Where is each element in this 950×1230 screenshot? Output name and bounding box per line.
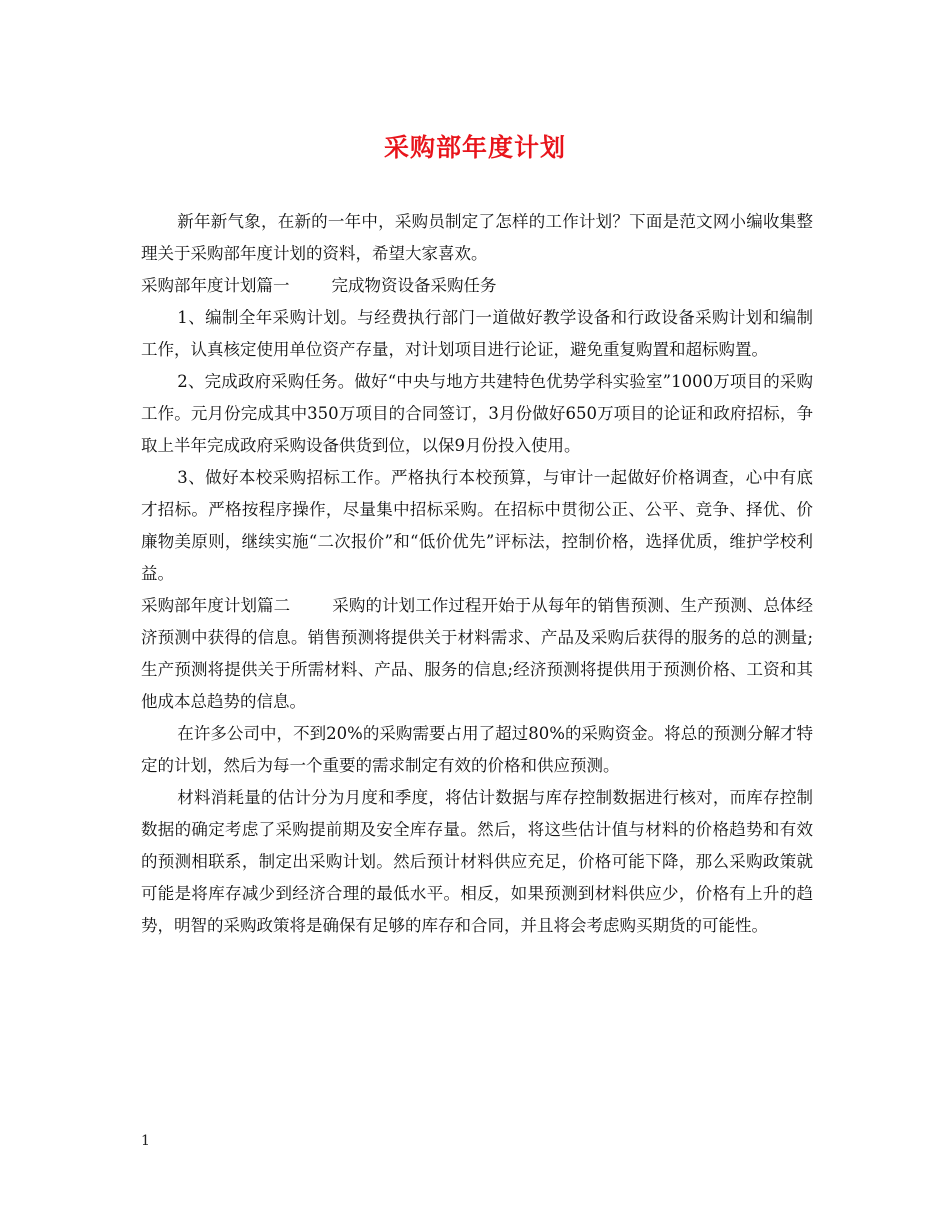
section-two-paragraph	[141, 590, 813, 718]
page-title: 采购部年度计划	[383, 133, 566, 162]
section-one-heading	[141, 270, 813, 302]
intro-paragraph: 新年新气象，在新的一年中，采购员制定了怎样的工作计划？下面是范文网小编收集整理关于采购部年度计划的资料，希望大家喜欢。	[141, 212, 813, 263]
procurement-ratio-paragraph: 在许多公司中，不到20%的采购需要占用了超过80%的采购资金。将总的预测分解才特定的计划，然后为每一个重要的需求制定有效的价格和供应预测。	[141, 724, 813, 775]
section-two-label: 采购部年度计划篇二	[141, 596, 291, 615]
item-two-paragraph: 2、完成政府采购任务。做好“中央与地方共建特色优势学科实验室”1000万项目的采购工作。元月份完成其中350万项目的合同签订，3月份做好650万项目的论证和政府招标，争取上半年完成政府采购设备供货到位，以保9月份投入使用。	[141, 372, 813, 455]
item-three-paragraph: 3、做好本校采购招标工作。严格执行本校预算，与审计一起做好价格调查，心中有底才招标。严格按程序操作，尽量集中招标采购。在招标中贯彻公正、公平、竞争、择优、价廉物美原则，继续实施“二次报价”和“低价优先”评标法，控制价格，选择优质，维护学校利益。	[141, 468, 813, 583]
section-two-text: 采购的计划工作过程开始于从每年的销售预测、生产预测、总体经济预测中获得的信息。销售预测将提供关于材料需求、产品及采购后获得的服务的总的测量;生产预测将提供关于所需材料、产品、服务的信息;经济预测将提供用于预测价格、工资和其他成本总趋势的信息。	[141, 596, 814, 711]
consumption-estimate-paragraph: 材料消耗量的估计分为月度和季度，将估计数据与库存控制数据进行核对，而库存控制数据的确定考虑了采购提前期及安全库存量。然后，将这些估计值与材料的价格趋势和有效的预测相联系，制定出采购计划。然后预计材料供应充足，价格可能下降，那么采购政策就可能是将库存减少到经济合理的最低水平。相反，如果预测到材料供应少，价格有上升的趋势，明智的采购政策将是确保有足够的库存和合同，并且将会考虑购买期货的可能性。	[141, 788, 813, 935]
section-one-label: 采购部年度计划篇一	[141, 276, 290, 295]
section-one-subtitle: 完成物资设备采购任务	[331, 276, 497, 295]
page-number: 1	[141, 1133, 150, 1149]
item-one-paragraph: 1、编制全年采购计划。与经费执行部门一道做好教学设备和行政设备采购计划和编制工作，认真核定使用单位资产存量，对计划项目进行论证，避免重复购置和超标购置。	[141, 308, 813, 359]
document-body	[141, 206, 813, 942]
